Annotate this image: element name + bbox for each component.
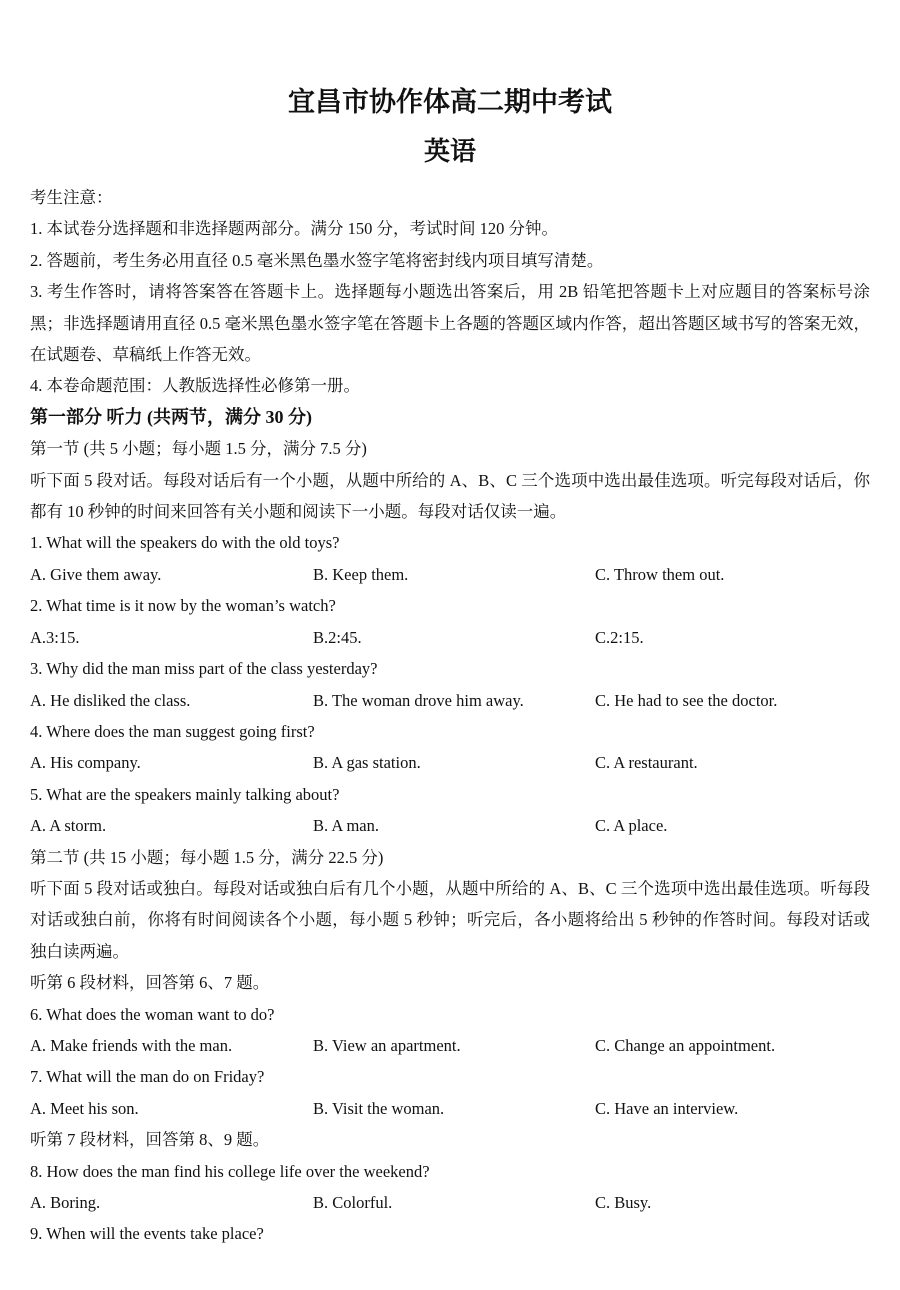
option-b: B. A gas station. [313,753,421,773]
option-c: C. A place. [595,816,668,836]
option-b: B. Visit the woman. [313,1098,445,1118]
section2-heading: 第二节 (共 15 小题；每小题 1.5 分，满分 22.5 分) [30,847,384,867]
question-options [30,810,870,841]
option-c: C. He had to see the doctor. [595,690,778,710]
option-b: B. The woman drove him away. [313,690,524,710]
question-stem: 5. What are the speakers mainly talking about? [30,784,340,804]
option-c: C.2:15. [595,627,644,647]
section1-heading: 第一节 (共 5 小题；每小题 1.5 分，满分 7.5 分) [30,439,367,459]
option-a: A.3:15. [30,627,80,647]
question-options [30,622,870,653]
exam-title: 宜昌市协作体高二期中考试 [288,87,612,117]
option-a: A. His company. [30,753,141,773]
question-options [30,1093,870,1124]
section1-instructions: 听下面 5 段对话。每段对话后有一个小题，从题中所给的 A、B、C 三个选项中选出最佳选项。听完每段对话后，你都有 10 秒钟的时间来回答有关小题和阅读下一小题。每段对话仅读一遍。 [30,470,870,522]
notice-item: 2. 答题前，考生务必用直径 0.5 毫米黑色墨水签字笔将密封线内项目填写清楚。 [30,250,604,270]
option-a: A. Meet his son. [30,1098,139,1118]
option-b: B. View an apartment. [313,1035,461,1055]
option-c: C. A restaurant. [595,753,698,773]
option-b: B.2:45. [313,627,362,647]
question-stem: 3. Why did the man miss part of the class yesterday? [30,659,378,679]
option-c: C. Busy. [595,1193,652,1212]
question-stem: 8. How does the man find his college life over the weekend? [30,1161,430,1181]
notice-item: 3. 考生作答时，请将答案答在答题卡上。选择题每小题选出答案后，用 2B 铅笔把答题卡上对应题目的答案标号涂黑；非选择题请用直径 0.5 毫米黑色墨水签字笔在答题卡上各题的答题区域内作答，超出答题区域书写的答案无效，在试题卷、草稿纸上作答无效。 [30,282,870,365]
question-stem: 9. When will the events take place? [30,1224,264,1244]
option-c: C. Change an appointment. [595,1035,776,1055]
question-options [30,685,870,716]
notice-item: 4. 本卷命题范围：人教版选择性必修第一册。 [30,376,360,396]
question-stem: 4. Where does the man suggest going first? [30,721,315,741]
question-stem: 1. What will the speakers do with the old toys? [30,533,340,553]
material-instruction: 听第 7 段材料，回答第 8、9 题。 [30,1130,270,1150]
question-options [30,747,870,778]
material-instruction: 听第 6 段材料，回答第 6、7 题。 [30,973,270,993]
option-b: B. Keep them. [313,564,409,584]
option-b: B. Colorful. [313,1193,393,1212]
option-a: A. Make friends with the man. [30,1035,233,1055]
notice-item: 1. 本试卷分选择题和非选择题两部分。满分 150 分，考试时间 120 分钟。 [30,219,558,239]
section2-instructions: 听下面 5 段对话或独白。每段对话或独白后有几个小题，从题中所给的 A、B、C 三个选项中选出最佳选项。听每段对话或独白前，你将有时间阅读各个小题，每小题 5 秒钟；听完后，各小题将给出 5 秒钟的作答时间。每段对话或独白读两遍。 [30,878,871,961]
question-stem: 7. What will the man do on Friday? [30,1067,265,1087]
option-c: C. Have an interview. [595,1098,739,1118]
option-a: A. Give them away. [30,564,162,584]
option-a: A. Boring. [30,1193,101,1212]
option-c: C. Throw them out. [595,564,725,584]
option-b: B. A man. [313,816,380,836]
part1-heading: 第一部分 听力 (共两节，满分 30 分) [30,406,312,427]
question-options [30,1187,870,1218]
question-stem: 6. What does the woman want to do? [30,1004,275,1024]
question-options [30,1030,870,1061]
subject-title: 英语 [423,137,476,166]
question-stem: 2. What time is it now by the woman’s watch? [30,596,336,616]
option-a: A. A storm. [30,816,107,836]
notice-heading: 考生注意： [30,188,113,207]
option-a: A. He disliked the class. [30,690,191,710]
question-options [30,559,870,590]
